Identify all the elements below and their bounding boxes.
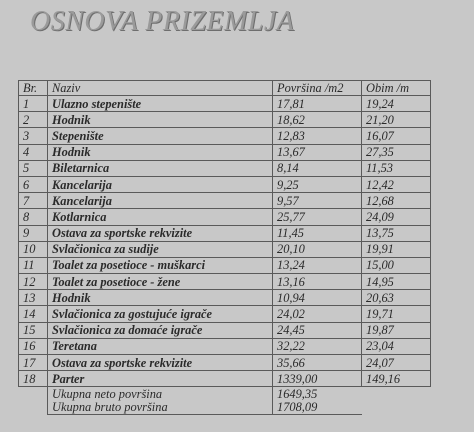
row-perimeter: 24,07	[362, 355, 431, 371]
row-num: 14	[19, 306, 48, 322]
table-row	[19, 241, 431, 257]
row-name: Kancelarija	[48, 193, 273, 209]
row-name: Ulazno stepenište	[48, 96, 273, 112]
total-spacer	[19, 387, 48, 401]
table-row	[19, 176, 431, 192]
row-perimeter: 21,20	[362, 112, 431, 128]
total-value: 1649,35	[273, 387, 362, 401]
row-name: Kotlarnica	[48, 209, 273, 225]
table-row	[19, 322, 431, 338]
row-name: Parter	[48, 371, 273, 387]
table-row	[19, 306, 431, 322]
row-perimeter: 19,24	[362, 96, 431, 112]
row-area: 35,66	[273, 355, 362, 371]
row-num: 13	[19, 290, 48, 306]
row-area: 11,45	[273, 225, 362, 241]
row-area: 24,02	[273, 306, 362, 322]
row-perimeter: 16,07	[362, 128, 431, 144]
table-row	[19, 290, 431, 306]
row-num: 18	[19, 371, 48, 387]
row-num: 5	[19, 160, 48, 176]
header-num: Br.	[19, 81, 48, 96]
row-name: Toalet za posetioce - žene	[48, 274, 273, 290]
row-num: 4	[19, 144, 48, 160]
header-name: Naziv	[48, 81, 273, 96]
row-num: 11	[19, 257, 48, 273]
row-num: 9	[19, 225, 48, 241]
row-name: Svlačionica za sudije	[48, 241, 273, 257]
total-spacer	[362, 387, 431, 401]
row-area: 8,14	[273, 160, 362, 176]
row-perimeter: 24,09	[362, 209, 431, 225]
row-perimeter: 13,75	[362, 225, 431, 241]
row-num: 17	[19, 355, 48, 371]
table-row	[19, 225, 431, 241]
row-num: 2	[19, 112, 48, 128]
table-row	[19, 112, 431, 128]
row-perimeter: 15,00	[362, 257, 431, 273]
row-num: 1	[19, 96, 48, 112]
row-perimeter: 27,35	[362, 144, 431, 160]
row-name: Hodnik	[48, 112, 273, 128]
row-area: 13,67	[273, 144, 362, 160]
row-num: 8	[19, 209, 48, 225]
header-perimeter: Obim /m	[362, 81, 431, 96]
row-name: Stepenište	[48, 128, 273, 144]
row-num: 6	[19, 176, 48, 192]
row-num: 3	[19, 128, 48, 144]
total-label: Ukupna neto površina	[48, 387, 273, 401]
row-area: 13,16	[273, 274, 362, 290]
row-num: 7	[19, 193, 48, 209]
row-name: Hodnik	[48, 144, 273, 160]
row-area: 25,77	[273, 209, 362, 225]
page-title: OSNOVA PRIZEMLJA	[30, 6, 295, 37]
row-name: Biletarnica	[48, 160, 273, 176]
header-area: Površina /m2	[273, 81, 362, 96]
table-row	[19, 160, 431, 176]
table-row	[19, 96, 431, 112]
row-name: Teretana	[48, 338, 273, 354]
table-row	[19, 274, 431, 290]
row-perimeter: 23,04	[362, 338, 431, 354]
table-row	[19, 209, 431, 225]
row-area: 32,22	[273, 338, 362, 354]
row-perimeter: 12,68	[362, 193, 431, 209]
row-area: 1339,00	[273, 371, 362, 387]
row-area: 20,10	[273, 241, 362, 257]
table-row	[19, 257, 431, 273]
row-num: 16	[19, 338, 48, 354]
row-area: 10,94	[273, 290, 362, 306]
table-row	[19, 338, 431, 354]
total-value: 1708,09	[273, 401, 362, 415]
row-perimeter: 19,71	[362, 306, 431, 322]
row-name: Kancelarija	[48, 176, 273, 192]
total-row-gross	[19, 401, 431, 415]
row-perimeter: 12,42	[362, 176, 431, 192]
table-row	[19, 371, 431, 387]
row-perimeter: 19,87	[362, 322, 431, 338]
row-area: 9,57	[273, 193, 362, 209]
total-row-net	[19, 387, 431, 401]
row-name: Ostava za sportske rekvizite	[48, 225, 273, 241]
table-header-row	[19, 81, 431, 96]
row-name: Svlačionica za domaće igrače	[48, 322, 273, 338]
table-row	[19, 128, 431, 144]
row-area: 18,62	[273, 112, 362, 128]
table-row	[19, 355, 431, 371]
row-name: Ostava za sportske rekvizite	[48, 355, 273, 371]
room-area-table	[18, 80, 431, 415]
row-num: 12	[19, 274, 48, 290]
total-spacer	[362, 401, 431, 415]
row-area: 17,81	[273, 96, 362, 112]
row-perimeter: 11,53	[362, 160, 431, 176]
total-spacer	[19, 401, 48, 415]
table-row	[19, 144, 431, 160]
row-num: 10	[19, 241, 48, 257]
row-perimeter: 19,91	[362, 241, 431, 257]
row-name: Toalet za posetioce - muškarci	[48, 257, 273, 273]
row-area: 13,24	[273, 257, 362, 273]
row-perimeter: 149,16	[362, 371, 431, 387]
row-name: Hodnik	[48, 290, 273, 306]
total-label: Ukupna bruto površina	[48, 401, 273, 415]
row-perimeter: 20,63	[362, 290, 431, 306]
row-perimeter: 14,95	[362, 274, 431, 290]
table-row	[19, 193, 431, 209]
row-area: 24,45	[273, 322, 362, 338]
row-name: Svlačionica za gostujuće igrače	[48, 306, 273, 322]
row-area: 9,25	[273, 176, 362, 192]
row-num: 15	[19, 322, 48, 338]
row-area: 12,83	[273, 128, 362, 144]
